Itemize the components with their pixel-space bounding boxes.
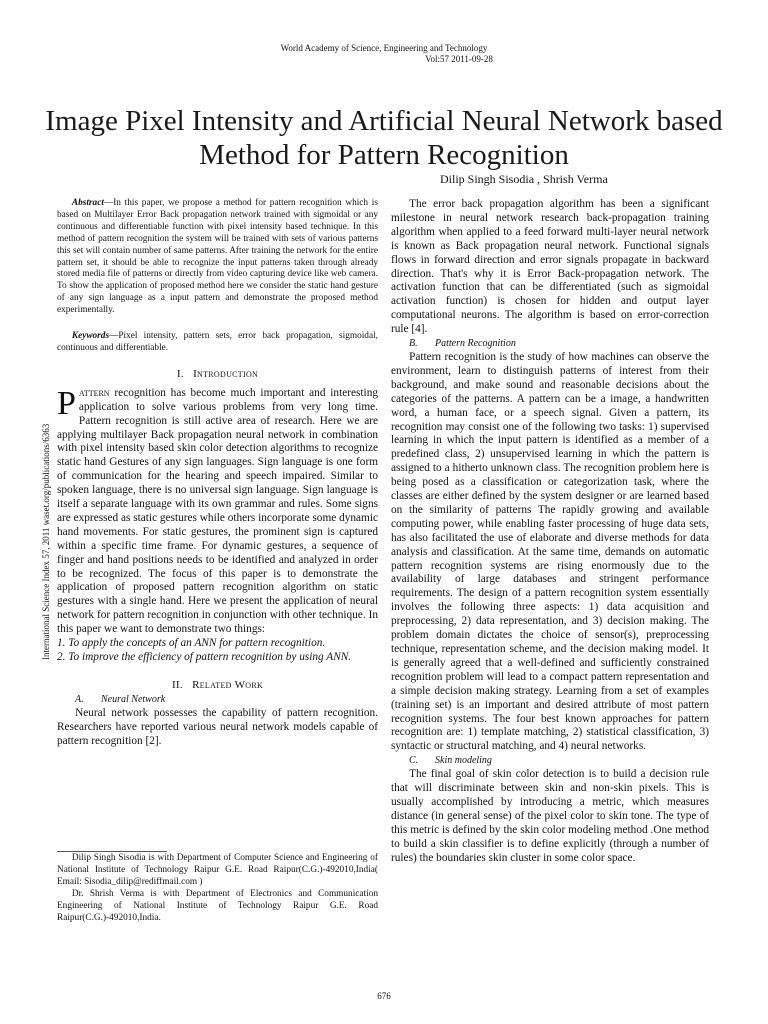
- section-heading-intro: I. Introduction: [176, 367, 259, 380]
- intro-item-1: 1. To apply the concepts of an ANN for pattern recognition.: [57, 637, 326, 650]
- pattern-recognition-paragraph: Pattern recognition is the study of how machines can observe the environment, learn to distinguish patterns of interest from their background, and make sound and reasonable decisions about the categories of the patterns. A pattern can be a image, a handwritten word, a human face, or a speech signal. Given a pattern, its recognition may consist one of the following two tasks: 1) supervised learning in which the input pattern is identified as a member of a predefined class, 2) unsupervised learning in which the pattern is assigned to a hitherto unknown class. The recognition problem here is being posed as a classification or categorization task, where the classes are either defined by the system designer or are learned based on the similarity of patterns The rapidly growing and available computing power, while enabling faster processing of huge data sets, has also facilitated the use of elaborate and diverse methods for data analysis and classification. At the same time, demands on automatic pattern recognition systems are rising enormously due to the availability of large databases and stringent performance requirements. The design of a pattern recognition system essentially involves the following three aspects: 1) data acquisition and preprocessing, 2) data representation, and 3) decision making. The problem domain dictates the choice of sensor(s), preprocessing technique, representation scheme, and the decision making model. It is generally agreed that a well-defined and sufficiently constrained recognition problem will lead to a compact pattern representation and a simple decision making strategy. Learning from a set of examples (training set) is an important and desired attribute of most pattern recognition systems. The four best known approaches for pattern recognition are: 1) template matching, 2) statistical classification, 3) syntactic or structural matching, and 4) neural networks.: [391, 350, 709, 753]
- footnote-author-1: Dilip Singh Sisodia is with Department of Computer Science and Engineering of National Institute of Technology Raipur G.E. Road Raipur(C.G.)-492010,India( Email: Sisodia_dilip@rediffmail.com ): [57, 853, 378, 887]
- intro-item-2: 2. To improve the efficiency of pattern recognition by using ANN.: [57, 651, 352, 663]
- abstract: [57, 198, 378, 317]
- abstract-label: Abstract: [71, 198, 104, 208]
- authors: Dilip Singh Sisodia , Shrish Verma: [440, 172, 608, 186]
- subsection-pattern-recognition: B. Pattern Recognition: [409, 338, 516, 350]
- page-number: 676: [377, 991, 391, 1001]
- keywords: [57, 331, 378, 355]
- journal-name: World Academy of Science, Engineering and Technology: [280, 43, 488, 53]
- footnote-author-2: Dr. Shrish Verma is with Department of Electronics and Communication Engineering of National Institute of Technology Raipur G.E. Road Raipur(C.G.)-492010,India.: [57, 888, 378, 923]
- subsection-skin-modeling: C. Skin modeling: [409, 755, 492, 767]
- right-column: [391, 198, 709, 866]
- keywords-text: —Pixel intensity, pattern sets, error back propagation, sigmoidal, continuous and differentiable.: [57, 331, 378, 353]
- drop-cap: P: [57, 384, 76, 422]
- footnote-divider: [57, 851, 167, 852]
- volume-info: Vol:57 2011-09-28: [425, 54, 493, 64]
- backprop-paragraph: The error back propagation algorithm has been a significant milestone in neural network research back-propagation training algorithm when applied to a feed forward multi-layer neural network is known as Back propagation neural network. Functional signals flows in forward direction and error signals propagate in backward direction. That's why it is Error Back-propagation network. The activation function that can be differentiated (such as sigmoidal activation function) is chosen for hidden and output layer computational neurons. The algorithm is based on error-correction rule [4].: [391, 198, 709, 336]
- section-heading-related: II. Related Work: [171, 678, 264, 691]
- footnotes: [57, 853, 378, 924]
- skin-modeling-paragraph: The final goal of skin color detection is to build a decision rule that will discriminate between skin and non-skin pixels. This is usually accomplished by introducing a metric, which measures distance (in general sense) of the pixel color to skin tone. The type of this metric is defined by the skin color modeling method .One method to build a skin classifier is to define explicitly (through a number of rules) the boundaries skin cluster in some color space.: [391, 768, 709, 864]
- keywords-label: Keywords: [71, 331, 110, 342]
- subsection-neural-network: A. Neural Network: [75, 693, 166, 705]
- intro-paragraph: Pattern recognition has become much important and interesting application to solve various problems from very long time. Pattern recognition is still active area of research. Here we are applying multilayer Back propagation neural network in combination with pixel intensity based skin color detection algorithms to recognize static hand Gestures of any sign languages. Sign language is one form of communication for the hearing and speech impaired. Similar to spoken language, there is no universal sign language. Sign language is itself a separate language with its own grammar and rules. Some signs are expressed as static gestures while others incorporate some dynamic hand movements. For static gestures, the prominent sign is captured within a specific time frame. For dynamic gestures, a sequence of finger and hand positions needs to be identified and analyzed in order to be recognized. The focus of this paper is to demonstrate the application of proposed pattern recognition algorithm on static gestures with a single hand. Here we present the application of neural network for pattern recognition in conjunction with other technique. In this paper we want to demonstrate two things:: [57, 384, 378, 636]
- sidebar-index-note: International Science Index 57, 2011 waset.org/publications/6363: [41, 423, 51, 660]
- neural-network-paragraph: Neural network possesses the capability of pattern recognition. Researchers have reported various neural network models capable of pattern recognition [2].: [57, 706, 378, 747]
- abstract-text: —In this paper, we propose a method for pattern recognition which is based on Multilayer Error Back propagation network trained with sigmoidal or any continuous and differentiable function with pixel intensity based technique. In this method of pattern recognition the system will be trained with sets of various patterns this set will contain number of same patterns. After training the network for the entire pattern set, it should be able to recognize the input patterns taken through already stored media file of patterns or directly from video capturing device like web camera. To show the application of proposed method here we consider the static hand gesture of any sign language as a input pattern and demonstrate the proposed method experimentally.: [57, 198, 378, 316]
- paper-title: Image Pixel Intensity and Artificial Neural Network based Method for Pattern Recognition: [45, 105, 723, 171]
- left-column: [57, 198, 378, 748]
